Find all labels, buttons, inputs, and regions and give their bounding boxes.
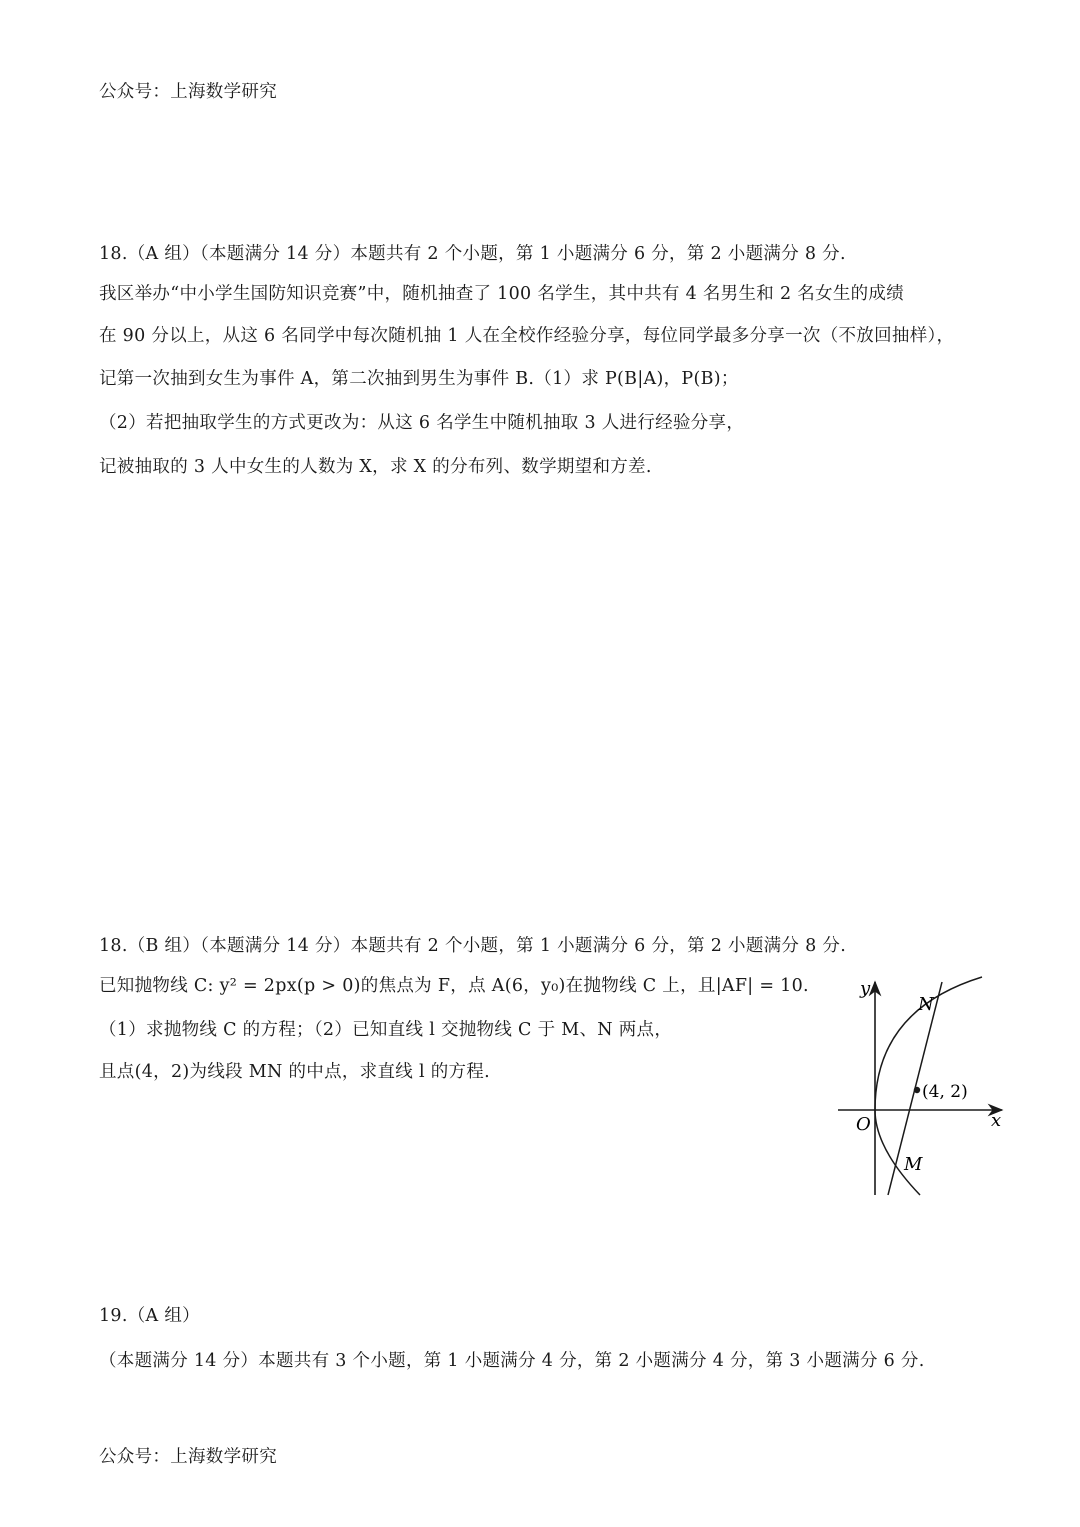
problem-18a-line-3: 记第一次抽到女生为事件 A，第二次抽到男生为事件 B.（1）求 P(B|A)，P(B)； <box>99 369 739 389</box>
problem-18b-line-2: （1）求抛物线 C 的方程；（2）已知直线 l 交抛物线 C 于 M、N 两点， <box>99 1020 673 1040</box>
problem-19a-title: 19.（A 组） <box>99 1306 200 1326</box>
page-footer: 公众号：上海数学研究 <box>99 1447 277 1467</box>
problem-18a-title: 18.（A 组）（本题满分 14 分）本题共有 2 个小题，第 1 小题满分 6 分，第 2 小题满分 8 分. <box>99 244 846 264</box>
y-axis-label: y <box>860 978 871 999</box>
problem-19a-line-1: （本题满分 14 分）本题共有 3 个小题，第 1 小题满分 4 分，第 2 小题满分 4 分，第 3 小题满分 6 分. <box>99 1351 925 1371</box>
origin-label: O <box>856 1114 871 1135</box>
problem-18b-title: 18.（B 组）（本题满分 14 分）本题共有 2 个小题，第 1 小题满分 6 分，第 2 小题满分 8 分. <box>99 936 847 956</box>
point-n-label: N <box>918 994 934 1015</box>
midpoint-dot <box>914 1087 920 1093</box>
page-header: 公众号：上海数学研究 <box>99 82 277 102</box>
problem-18a-line-1: 我区举办“中小学生国防知识竞赛”中，随机抽查了 100 名学生，其中共有 4 名男生和 2 名女生的成绩 <box>99 284 905 304</box>
problem-18a-line-5: 记被抽取的 3 人中女生的人数为 X，求 X 的分布列、数学期望和方差. <box>99 457 652 477</box>
x-axis-label: x <box>991 1110 1002 1131</box>
problem-18b-line-1: 已知抛物线 C: y² = 2px(p > 0)的焦点为 F，点 A(6，y₀)在抛物线 C 上，且|AF| = 10. <box>99 976 809 996</box>
problem-18b-line-3: 且点(4，2)为线段 MN 的中点，求直线 l 的方程. <box>99 1062 490 1082</box>
point-m-label: M <box>904 1154 923 1175</box>
problem-18a-line-4: （2）若把抽取学生的方式更改为：从这 6 名学生中随机抽取 3 人进行经验分享， <box>99 413 745 433</box>
midpoint-label: (4, 2) <box>922 1082 968 1102</box>
parabola-figure <box>830 970 1010 1202</box>
problem-18a-line-2: 在 90 分以上，从这 6 名同学中每次随机抽 1 人在全校作经验分享，每位同学最多分享一次（不放回抽样）， <box>99 326 955 346</box>
